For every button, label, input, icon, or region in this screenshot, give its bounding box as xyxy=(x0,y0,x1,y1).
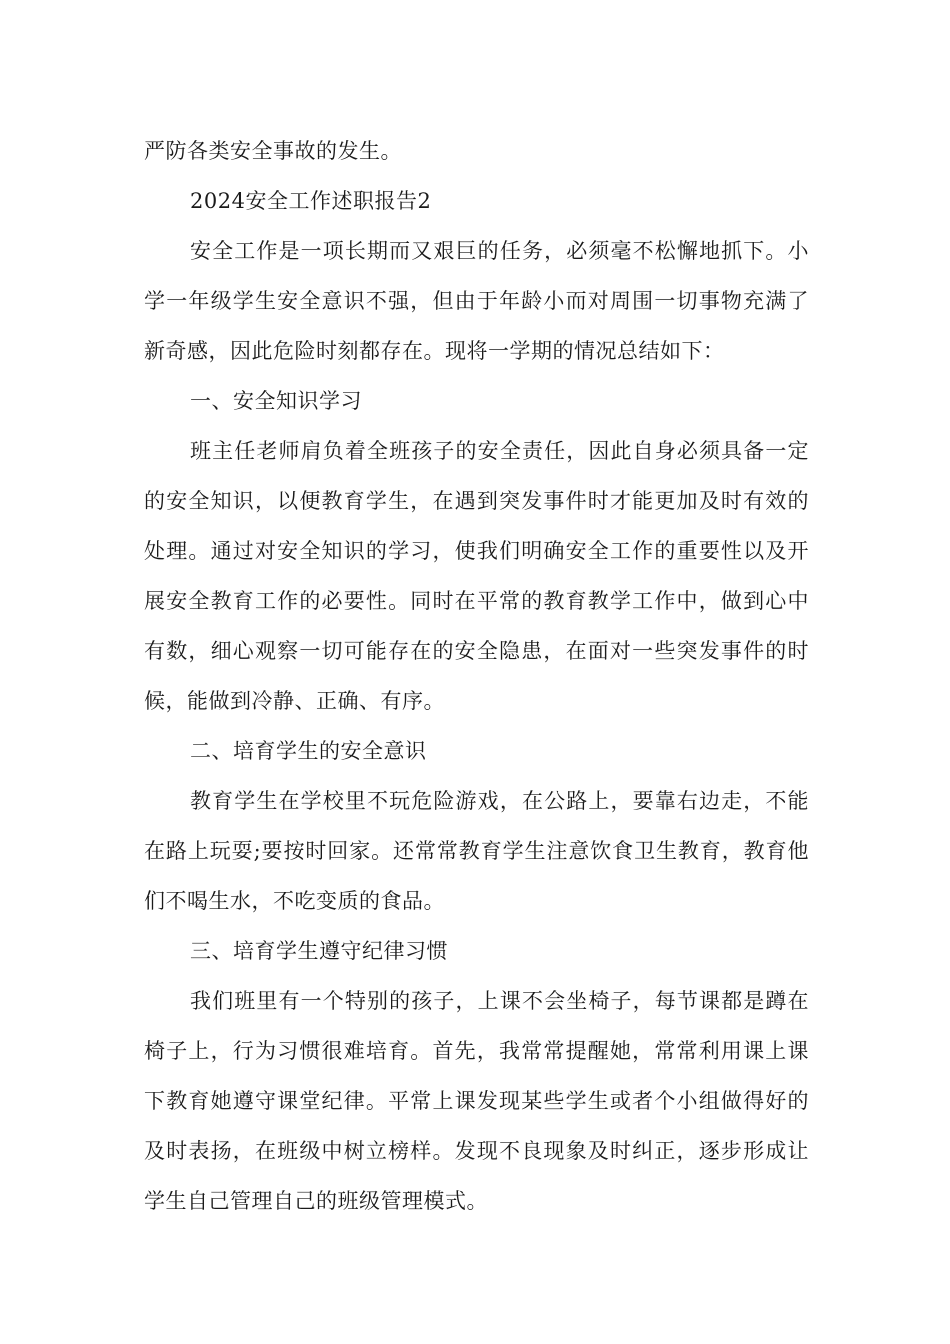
paragraph-intro: 安全工作是一项长期而又艰巨的任务，必须毫不松懈地抓下。小学一年级学生安全意识不强，但由于年龄小而对周围一切事物充满了新奇感，因此危险时刻都存在。现将一学期的情况总结如下： xyxy=(144,239,809,363)
heading-discipline-habits: 三、培育学生遵守纪律习惯 xyxy=(190,939,448,963)
paragraph-discipline-habits: 我们班里有一个特别的孩子，上课不会坐椅子，每节课都是蹲在椅子上，行为习惯很难培育。首先，我常常提醒她，常常利用课上课下教育她遵守课堂纪律。平常上课发现某些学生或者个小组做得好的及时表扬，在班级中树立榜样。发现不良现象及时纠正，逐步形成让学生自己管理自己的班级管理模式。 xyxy=(144,989,809,1213)
paragraph-safety-awareness: 教育学生在学校里不玩危险游戏，在公路上，要靠右边走，不能在路上玩耍;要按时回家。还常常教育学生注意饮食卫生教育，教育他们不喝生水，不吃变质的食品。 xyxy=(144,789,809,913)
heading-safety-awareness: 二、培育学生的安全意识 xyxy=(190,739,427,763)
paragraph-safety-knowledge: 班主任老师肩负着全班孩子的安全责任，因此自身必须具备一定的安全知识，以便教育学生，在遇到突发事件时才能更加及时有效的处理。通过对安全知识的学习，使我们明确安全工作的重要性以及开展安全教育工作的必要性。同时在平常的教育教学工作中，做到心中有数，细心观察一切可能存在的安全隐患，在面对一些突发事件的时候，能做到冷静、正确、有序。 xyxy=(144,439,809,713)
paragraph-continuation: 严防各类安全事故的发生。 xyxy=(144,139,402,163)
section-title: 2024安全工作述职报告2 xyxy=(190,189,432,213)
document-body xyxy=(144,126,809,1226)
heading-safety-knowledge: 一、安全知识学习 xyxy=(190,389,362,413)
